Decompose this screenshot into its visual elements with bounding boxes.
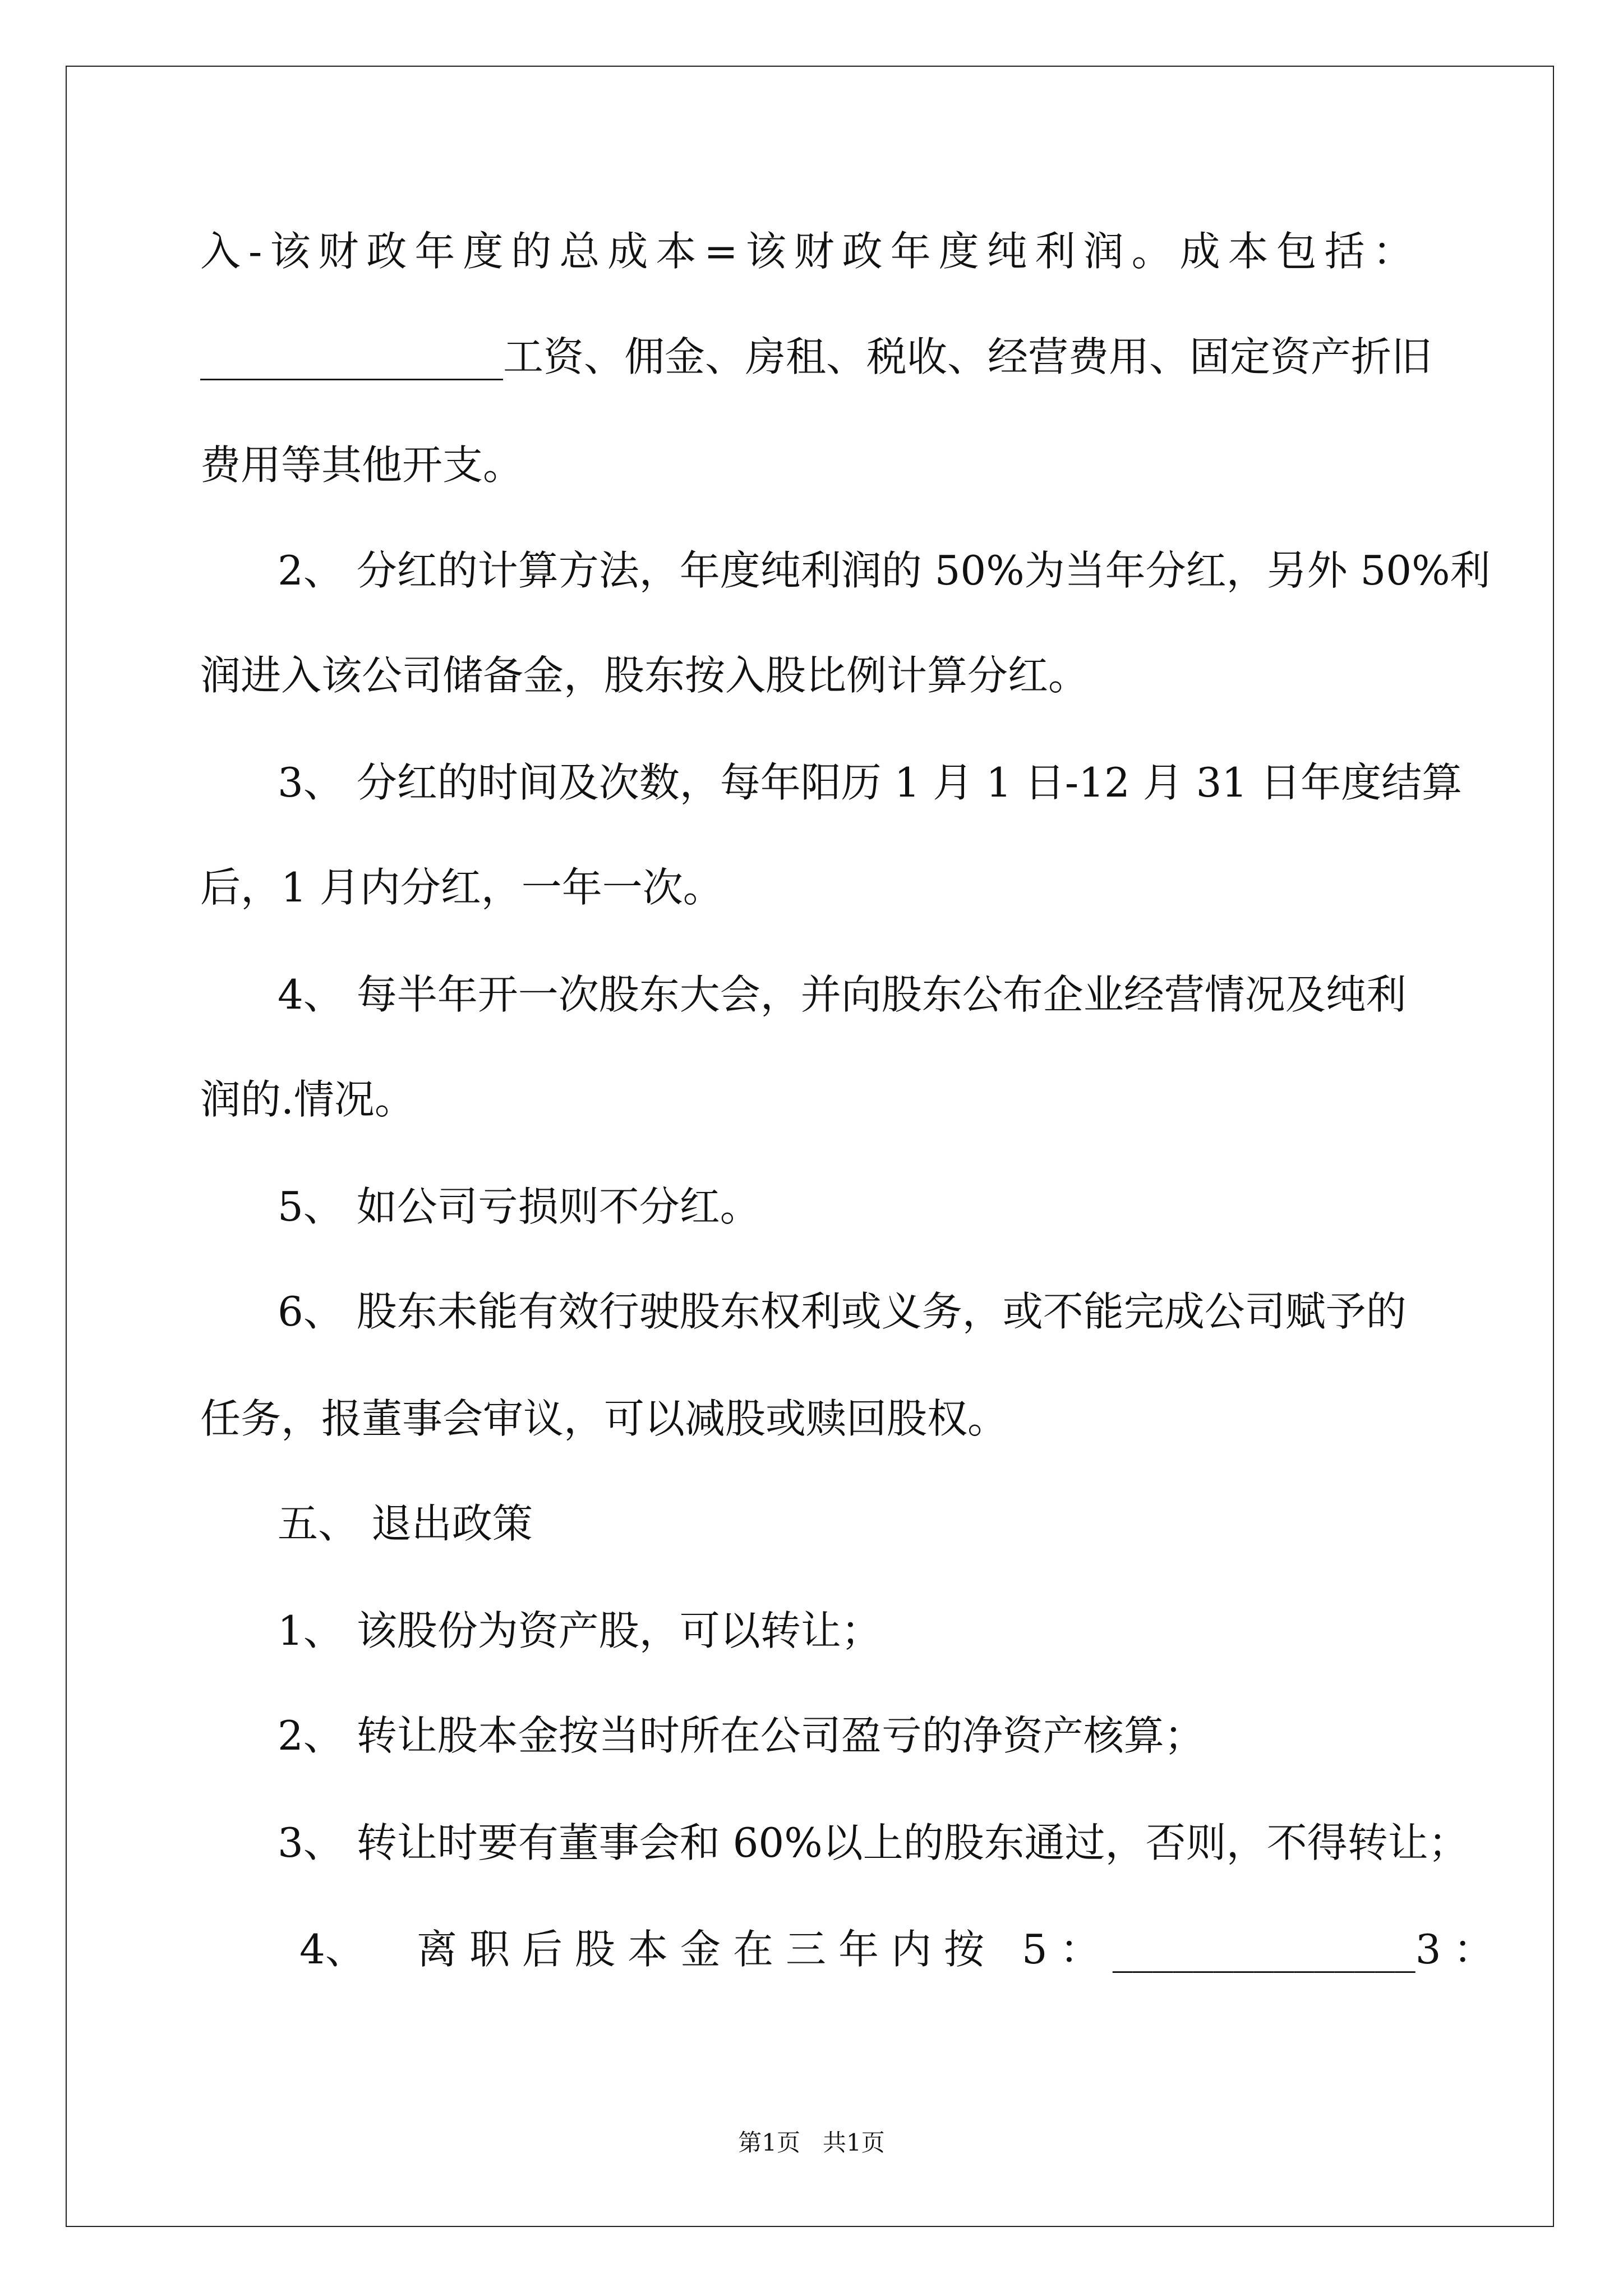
section-heading: 五、 退出政策 — [278, 1500, 533, 1547]
list-item-line: 6、 股东未能有效行驶股东权利或义务，或不能完成公司赋予的 — [278, 1288, 1407, 1335]
paragraph-line: _______________工资、佣金、房租、税收、经营费用、固定资产折旧 — [200, 333, 1432, 380]
list-item-number: 4、 — [299, 1926, 366, 1973]
list-item-line — [417, 1924, 1506, 1975]
list-item-line: 3、 转让时要有董事会和 60%以上的股东通过，否则，不得转让； — [278, 1819, 1469, 1866]
list-item-line: 5、 如公司亏损则不分红。 — [278, 1183, 760, 1230]
paragraph-line: 后，1 月内分红，一年一次。 — [200, 864, 723, 911]
list-item-text: 离职后股本金在三年内按 5： — [417, 1926, 1113, 1973]
page-border — [66, 66, 1554, 2227]
list-item-line: 1、 该股份为资产股，可以转让； — [278, 1607, 882, 1654]
list-item-line: 4、 每半年开一次股东大会，并向股东公布企业经营情况及纯利 — [278, 971, 1407, 1018]
paragraph-line: 入-该财政年度的总成本=该财政年度纯利润。成本包括： — [200, 228, 1421, 275]
list-item-tail: 3： — [1415, 1926, 1506, 1973]
list-item-line: 2、 分红的计算方法，年度纯利润的 50%为当年分红，另外 50%利 — [278, 547, 1491, 594]
list-item-line: 2、 转让股本金按当时所在公司盈亏的净资产核算； — [278, 1712, 1205, 1759]
paragraph-line: 费用等其他开支。 — [200, 441, 524, 489]
paragraph-line: 任务，报董事会审议，可以减股或赎回股权。 — [200, 1395, 1008, 1442]
page-footer: 第1页 共1页 — [738, 2129, 885, 2156]
paragraph-line: 润进入该公司储备金，股东按入股比例计算分红。 — [200, 652, 1089, 699]
blank-underline: _______________ — [1112, 1926, 1415, 1973]
paragraph-line: 润的.情况。 — [200, 1076, 415, 1123]
list-item-line: 3、 分红的时间及次数，每年阳历 1 月 1 日-12 月 31 日年度结算 — [278, 759, 1463, 806]
